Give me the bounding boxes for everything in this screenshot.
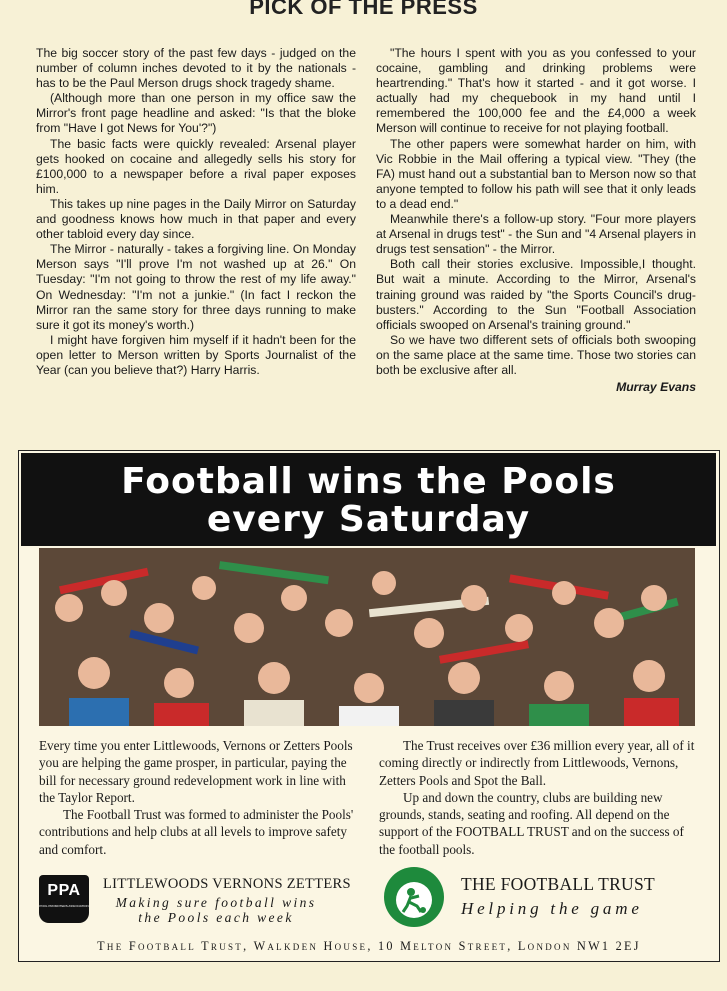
football-trust-advert <box>18 450 720 962</box>
ppa-name: LITTLEWOODS VERNONS ZETTERS <box>103 876 351 892</box>
ppa-slogan: Making sure football wins the Pools each week <box>115 895 317 925</box>
advert-body <box>39 737 699 858</box>
article-paragraph: "The hours I spent with you as you confessed to your cocaine, gambling and drinking problems were heartrending." That's how it started - and it got worse. I actually had my chequebook in my hand until I remembered the 100,000 fee and the £4,000 a week Merson will continue to receive for not playing football. <box>376 46 696 136</box>
article-paragraph: The other papers were somewhat harder on him, with Vic Robbie in the Mail offering a typical view. "They (the FA) must hand out a substantial ban to Merson now so that anyone tempted to follow his path will see that it only leads to a dead end." <box>376 136 696 211</box>
ppa-logo <box>39 875 89 923</box>
football-trust-address: The Football Trust, Walkden House, 10 Melton Street, London NW1 2EJ <box>97 939 641 953</box>
article <box>36 46 696 438</box>
advert-headline <box>21 453 716 546</box>
football-trust-slogan: Helping the game <box>461 899 643 918</box>
advert-headline-line: Football wins the Pools <box>121 461 616 502</box>
article-paragraph: The Mirror - naturally - takes a forgiving line. On Monday Merson says "I'll prove I'm not washed up at 26." On Tuesday: "I'm not going to throw the rest of my life away." On Wednesday: "I'm not a junkie." (In fact I reckon the Mirror ran the same story for three days running to make sure it got its money's worth.) <box>36 242 356 332</box>
article-left-column <box>36 46 356 438</box>
article-paragraph: I might have forgiven him myself if it hadn't been for the open letter to Merson written by Sports Journalist of the Year (can you believe that?) Harry Harris. <box>36 332 356 377</box>
ppa-logo-small-text: POOL PROMOTERS ASSOCIATION <box>39 904 89 908</box>
article-right-column <box>376 46 696 438</box>
page-title: PICK OF THE PRESS <box>249 0 478 19</box>
ppa-logo-text: PPA <box>47 882 81 899</box>
football-trust-name: THE FOOTBALL TRUST <box>461 874 656 894</box>
article-paragraph: (Although more than one person in my office saw the Mirror's front page headline and asked: "Is that the bloke from "Have I got News for You'?") <box>36 91 356 136</box>
advert-paragraph: Up and down the country, clubs are building new grounds, stands, seating and roofing. All depend on the support of the FOOTBALL TRUST and on the success of the football pools. <box>379 789 684 857</box>
article-paragraph: Both call their stories exclusive. Impossible,I thought. But wait a minute. According to the Mirror, Arsenal's training ground was raided by "the Sports Council's drug-busters." According to the Sun "Football Association officials swooped on Arsenal's training ground." <box>376 257 696 332</box>
advert-right-column <box>379 737 699 858</box>
crowd-photo <box>39 548 695 726</box>
advert-headline-line: every Saturday <box>206 499 531 540</box>
advert-paragraph: The Trust receives over £36 million every year, all of it coming directly or indirectly from Littlewoods, Vernons, Zetters Pools and Spot the Ball. <box>379 738 695 788</box>
article-paragraph: The basic facts were quickly revealed: Arsenal player gets hooked on cocaine and allegedly sells his story for £100,000 to a newspaper before a rival paper exposes him. <box>36 136 356 196</box>
byline: Murray Evans <box>616 380 696 395</box>
advert-left-column <box>39 737 359 858</box>
crowd-illustration <box>39 548 695 726</box>
article-paragraph: Meanwhile there's a follow-up story. "Four more players at Arsenal in drugs test" - the Sun and "4 Arsenal players in drugs test sensation" - the Mirror. <box>376 212 696 257</box>
article-paragraph: So we have two different sets of officials both swooping on the same place at the same time. Those two stories can both be exclusive after all. <box>376 332 696 377</box>
football-trust-logo <box>383 866 445 928</box>
advert-paragraph: The Football Trust was formed to administer the Pools' contributions and help clubs at all levels to improve safety and comfort. <box>39 807 354 857</box>
article-paragraph: The big soccer story of the past few days - judged on the number of column inches devoted to it by the nationals - has to be the Paul Merson drugs shock tragedy shame. <box>36 46 356 91</box>
article-paragraph: This takes up nine pages in the Daily Mirror on Saturday and goodness knows how much in that paper and every other tabloid every day since. <box>36 196 356 242</box>
advert-paragraph: Every time you enter Littlewoods, Vernons or Zetters Pools you are helping the game prosper, in particular, paying the bill for necessary ground redevelopment work in line with the Taylor Report. <box>39 738 353 805</box>
